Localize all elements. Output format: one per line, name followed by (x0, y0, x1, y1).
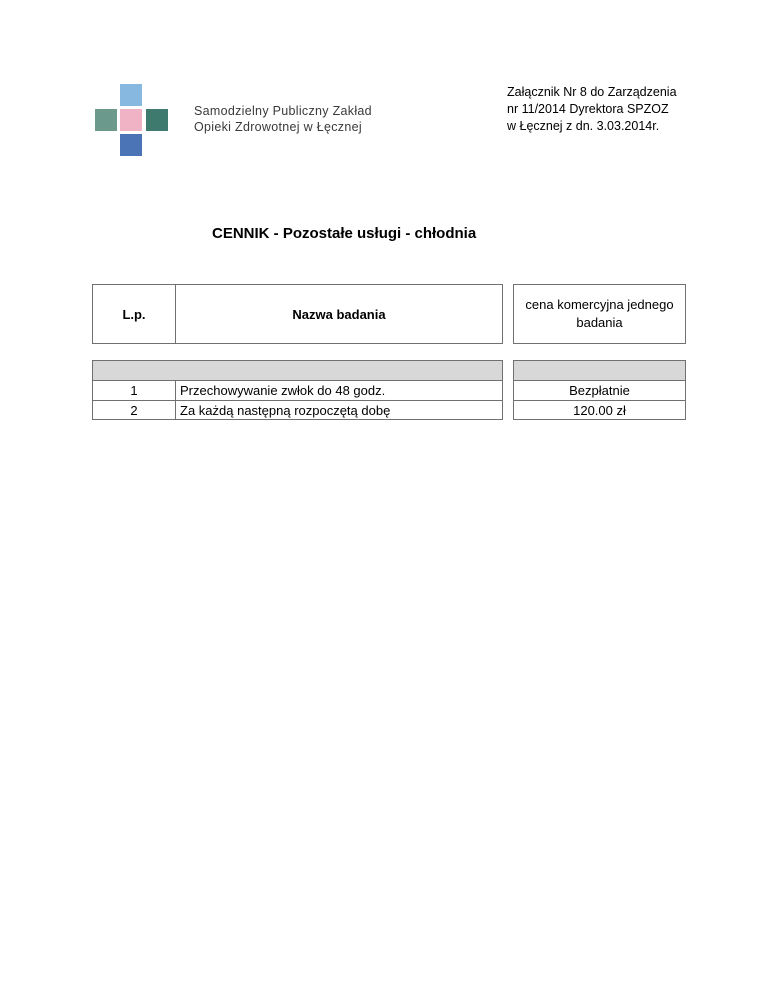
logo-square-right (146, 109, 168, 131)
data-price-table (513, 360, 686, 420)
header-price (514, 285, 685, 343)
row-1-name: Przechowywanie zwłok do 48 godz. (180, 383, 386, 398)
table-spacer-row (93, 361, 502, 380)
header-lp: L.p. (122, 306, 146, 322)
annex-note (507, 84, 677, 135)
row-2-price: 120.00 zł (573, 403, 626, 418)
organization-name-line1: Samodzielny Publiczny Zakład (194, 104, 372, 118)
logo-square-top (120, 84, 142, 106)
column-divider (175, 380, 176, 419)
row-1-lp: 1 (130, 383, 138, 398)
organization-name-line2: Opieki Zdrowotnej w Łęcznej (194, 120, 362, 134)
table-spacer-row (514, 361, 685, 380)
header-price-line2: badania (576, 315, 623, 330)
header-left-table (92, 284, 503, 344)
row-1-price: Bezpłatnie (569, 383, 630, 398)
row-2-name: Za każdą następną rozpoczętą dobę (180, 403, 391, 418)
document-title: CENNIK - Pozostałe usługi - chłodnia (212, 225, 477, 242)
row-2-lp: 2 (130, 403, 138, 418)
logo-square-bottom (120, 134, 142, 156)
institution-logo (95, 84, 169, 156)
header-name: Nazwa badania (292, 306, 386, 322)
logo-square-center (120, 109, 142, 131)
organization-name (194, 103, 372, 135)
annex-note-line2: nr 11/2014 Dyrektora SPZOZ (507, 102, 669, 116)
annex-note-line1: Załącznik Nr 8 do Zarządzenia (507, 85, 677, 99)
data-left-table (92, 360, 503, 420)
logo-square-left (95, 109, 117, 131)
header-price-cell (513, 284, 686, 344)
annex-note-line3: w Łęcznej z dn. 3.03.2014r. (507, 119, 660, 133)
header-price-line1: cena komercyjna jednego (525, 297, 674, 312)
